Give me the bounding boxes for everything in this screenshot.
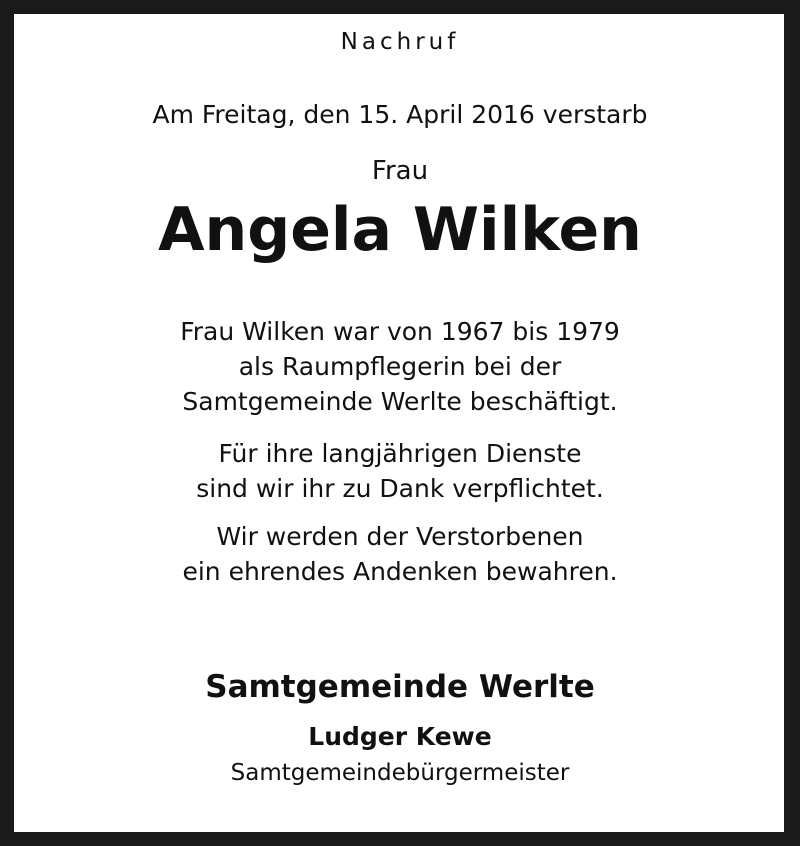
- paragraph-line: Für ihre langjährigen Dienste: [218, 439, 582, 468]
- deceased-name: Angela Wilken: [158, 195, 642, 265]
- notice-heading: Nachruf: [340, 29, 460, 55]
- signer-name: Ludger Kewe: [308, 722, 492, 751]
- paragraph-line: Frau Wilken war von 1967 bis 1979: [180, 317, 620, 346]
- paragraph-line: als Raumpflegerin bei der: [238, 352, 562, 381]
- paragraph-line: sind wir ihr zu Dank verpflichtet.: [196, 474, 604, 503]
- paragraph-line: Wir werden der Verstorbenen: [216, 522, 584, 551]
- paragraph-remembrance: [0, 519, 800, 589]
- paragraph-line: ein ehrendes Andenken bewahren.: [182, 557, 618, 586]
- honorific: Frau: [371, 156, 429, 186]
- paragraph-employment: [0, 314, 800, 419]
- organization-name: Samtgemeinde Werlte: [205, 669, 595, 705]
- paragraph-gratitude: [0, 436, 800, 506]
- death-date-line: Am Freitag, den 15. April 2016 verstarb: [152, 100, 648, 129]
- paragraph-line: Samtgemeinde Werlte beschäftigt.: [182, 387, 618, 416]
- signer-title: Samtgemeindebürgermeister: [230, 760, 570, 786]
